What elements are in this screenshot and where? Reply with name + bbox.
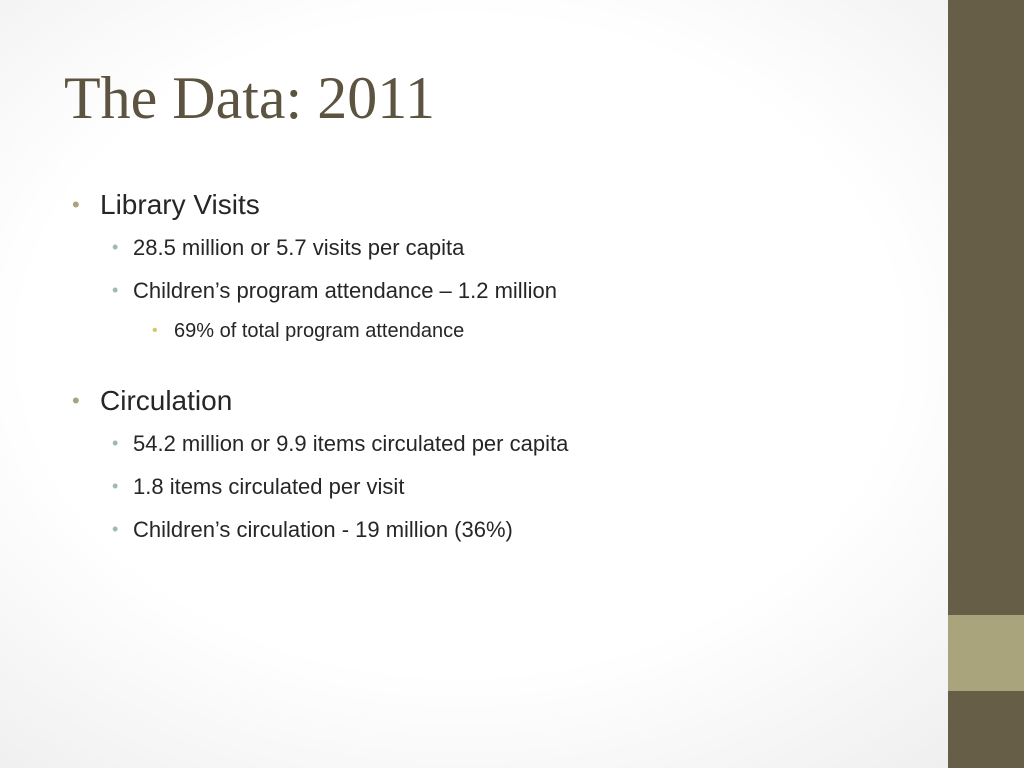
bullet-visits-per-capita [72, 226, 932, 269]
bullet-children-program-attendance [72, 269, 932, 312]
sidebar-accent-block [948, 615, 1024, 691]
bullet-text: Children’s program attendance – 1.2 million [133, 278, 557, 303]
bullet-items-per-visit [72, 465, 932, 508]
bullet-text: 1.8 items circulated per visit [133, 474, 405, 499]
bullet-list [72, 184, 932, 551]
section-spacer [72, 350, 932, 380]
bullet-children-circulation [72, 508, 932, 551]
bullet-icon: • [152, 322, 158, 339]
bullet-text: Circulation [100, 385, 233, 416]
bullet-text: 54.2 million or 9.9 items circulated per capita [133, 431, 569, 456]
bullet-icon: • [112, 237, 119, 257]
bullet-total-program-share [72, 312, 932, 350]
bullet-text: Children’s circulation - 19 million (36%) [133, 517, 513, 542]
bullet-circulation-per-capita [72, 422, 932, 465]
bullet-icon: • [112, 433, 119, 453]
bullet-icon: • [112, 476, 119, 496]
slide-title: The Data: 2011 [64, 65, 435, 131]
bullet-text: Library Visits [100, 189, 260, 220]
bullet-icon: • [72, 388, 80, 413]
bullet-library-visits [72, 184, 932, 226]
bullet-icon: • [112, 519, 119, 539]
bullet-circulation [72, 380, 932, 422]
bullet-icon: • [112, 280, 119, 300]
bullet-text: 69% of total program attendance [174, 320, 465, 342]
bullet-icon: • [72, 192, 80, 217]
bullet-text: 28.5 million or 5.7 visits per capita [133, 235, 465, 260]
